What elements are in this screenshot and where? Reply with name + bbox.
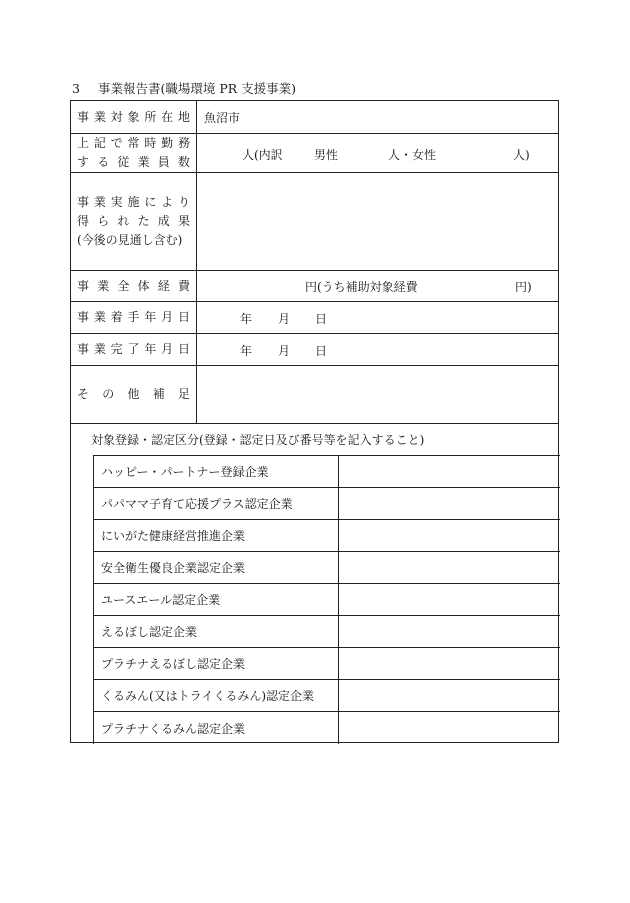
- day-unit: 日: [315, 312, 328, 326]
- value-cost[interactable]: [197, 271, 558, 301]
- cert-value-cell[interactable]: [339, 648, 560, 679]
- section-number: 3: [72, 81, 80, 96]
- table-row: [94, 680, 560, 712]
- cert-value-cell[interactable]: [339, 520, 560, 551]
- label-line-3: (今後の見通し含む): [77, 233, 183, 247]
- cert-name: パパママ子育て応援プラス認定企業: [94, 488, 339, 519]
- certification-title: 対象登録・認定区分(登録・認定日及び番号等を記入すること): [91, 433, 425, 447]
- label-cost: [71, 271, 197, 301]
- section-heading: [72, 79, 296, 97]
- table-row: [94, 712, 560, 744]
- table-row: [94, 584, 560, 616]
- employees-suffix: 人): [513, 148, 530, 162]
- label-employees: [71, 134, 197, 172]
- cert-value-cell[interactable]: [339, 552, 560, 583]
- cert-name: 安全衛生優良企業認定企業: [94, 552, 339, 583]
- month-unit: 月: [278, 344, 291, 358]
- row-cost: [71, 271, 558, 302]
- year-unit: 年: [240, 344, 253, 358]
- label-start-date: [71, 302, 197, 333]
- label-line-1: 上 記 で 常 時 勤 務: [77, 136, 190, 150]
- day-unit: 日: [315, 344, 328, 358]
- cert-name: プラチナくるみん認定企業: [94, 712, 339, 744]
- employees-prefix: 人(内訳: [242, 148, 283, 162]
- certification-table: [93, 455, 560, 744]
- cert-value-cell[interactable]: [339, 488, 560, 519]
- section-title: 事業報告書(職場環境 PR 支援事業): [98, 81, 297, 96]
- label-chars: 事 業 対 象 所 在 地: [77, 109, 190, 124]
- cert-name: ユースエール認定企業: [94, 584, 339, 615]
- label-end-date: [71, 334, 197, 365]
- row-results: [71, 173, 558, 271]
- label-line-2: 得 ら れ た 成 果: [77, 214, 190, 228]
- cert-value-cell[interactable]: [339, 456, 560, 487]
- cert-name: えるぼし認定企業: [94, 616, 339, 647]
- row-employees: [71, 134, 558, 173]
- cert-value-cell[interactable]: [339, 712, 560, 744]
- value-results[interactable]: [197, 173, 558, 270]
- month-unit: 月: [278, 312, 291, 326]
- value-location[interactable]: [197, 101, 558, 133]
- label-chars: 事 業 完 了 年 月 日: [77, 342, 190, 356]
- cert-name: プラチナえるぼし認定企業: [94, 648, 339, 679]
- value-start-date[interactable]: [197, 302, 558, 333]
- label-results: [71, 173, 197, 270]
- table-row: [94, 648, 560, 680]
- cost-text: 円(うち補助対象経費: [305, 280, 418, 294]
- label-line-1: 事 業 実 施 に よ り: [77, 195, 190, 209]
- employees-male: 男性: [314, 148, 339, 162]
- cert-name: にいがた健康経営推進企業: [94, 520, 339, 551]
- label-chars: 事 業 全 体 経 費: [77, 278, 190, 293]
- row-end-date: [71, 334, 558, 366]
- label-chars: そ の 他 補 足: [77, 387, 190, 401]
- label-location: [71, 101, 197, 133]
- value-employees[interactable]: [197, 134, 558, 172]
- cert-name: くるみん(又はトライくるみん)認定企業: [94, 680, 339, 711]
- row-other: [71, 366, 558, 424]
- report-form: [70, 100, 559, 743]
- cert-value-cell[interactable]: [339, 584, 560, 615]
- table-row: [94, 616, 560, 648]
- value-end-date[interactable]: [197, 334, 558, 365]
- table-row: [94, 456, 560, 488]
- table-row: [94, 552, 560, 584]
- year-unit: 年: [240, 312, 253, 326]
- cert-value-cell[interactable]: [339, 616, 560, 647]
- label-other: [71, 366, 197, 423]
- row-start-date: [71, 302, 558, 334]
- cert-value-cell[interactable]: [339, 680, 560, 711]
- cert-name: ハッピー・パートナー登録企業: [94, 456, 339, 487]
- label-line-2: す る 従 業 員 数: [77, 155, 190, 169]
- location-text: 魚沼市: [204, 111, 241, 125]
- value-other[interactable]: [197, 366, 558, 423]
- table-row: [94, 488, 560, 520]
- label-chars: 事 業 着 手 年 月 日: [77, 310, 190, 324]
- employees-female: 人・女性: [388, 148, 437, 162]
- cost-suffix: 円): [515, 280, 532, 294]
- table-row: [94, 520, 560, 552]
- row-location: [71, 101, 558, 134]
